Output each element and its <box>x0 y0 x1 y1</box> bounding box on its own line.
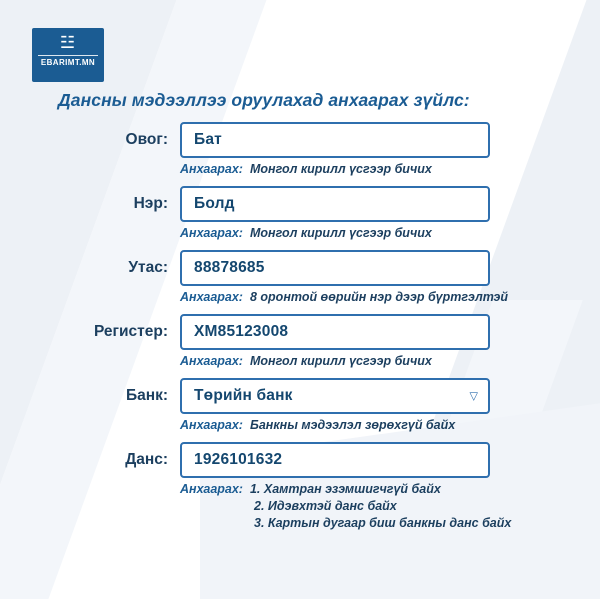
logo-wordmark: EBARIMT.MN <box>38 55 98 67</box>
register-value: ХМ85123008 <box>194 323 289 340</box>
bank-select[interactable] <box>180 378 490 414</box>
hint-key: Анхаарах: <box>180 482 243 496</box>
hint-value: 1. Хамтран эзэмшигчгүй байх <box>249 482 441 496</box>
form-card <box>12 12 588 587</box>
firstname-label: Нэр: <box>133 195 168 212</box>
hint-value: Банкны мэдээлэл зөрөхгүй байх <box>249 418 456 432</box>
row-bank <box>12 378 588 414</box>
register-label: Регистер: <box>93 323 168 340</box>
phone-hint <box>12 290 588 304</box>
firstname-input[interactable] <box>180 186 490 222</box>
row-firstname <box>12 186 588 222</box>
lastname-value: Бат <box>194 131 222 148</box>
hint-value: Монгол кирилл үсгээр бичих <box>249 354 432 368</box>
hint-key: Анхаарах: <box>180 354 243 368</box>
logo-emblem-icon: ☳ <box>59 33 77 52</box>
lastname-hint <box>12 162 588 176</box>
lastname-label: Овог: <box>125 131 168 148</box>
register-input[interactable] <box>180 314 490 350</box>
account-label: Данс: <box>125 451 168 468</box>
account-hint-line-1 <box>180 482 588 496</box>
hint-key: Анхаарах: <box>180 226 243 240</box>
bank-value: Төрийн банк <box>194 387 293 404</box>
hint-value: Монгол кирилл үсгээр бичих <box>249 226 432 240</box>
lastname-input[interactable] <box>180 122 490 158</box>
hint-value: Монгол кирилл үсгээр бичих <box>249 162 432 176</box>
account-info-form <box>12 122 588 536</box>
bank-hint <box>12 418 588 432</box>
page-title: Дансны мэдээллээ оруулахад анхаарах зүйлс: <box>58 90 470 110</box>
account-hint-list <box>12 482 588 530</box>
row-phone <box>12 250 588 286</box>
phone-input[interactable] <box>180 250 490 286</box>
bank-label: Банк: <box>125 387 168 404</box>
hint-key: Анхаарах: <box>180 418 243 432</box>
phone-label: Утас: <box>128 259 168 276</box>
row-register <box>12 314 588 350</box>
hint-key: Анхаарах: <box>180 162 243 176</box>
ebarimt-logo <box>32 28 104 82</box>
register-hint <box>12 354 588 368</box>
account-hint-line-3: 3. Картын дугаар биш банкны данс байх <box>254 516 512 530</box>
hint-key: Анхаарах: <box>180 290 243 304</box>
chevron-down-icon[interactable]: ▽ <box>469 390 478 403</box>
account-hint-line-2: 2. Идэвхтэй данс байх <box>254 499 397 513</box>
account-input[interactable] <box>180 442 490 478</box>
phone-value: 88878685 <box>194 259 265 276</box>
hint-value: 8 оронтой өөрийн нэр дээр бүртгэлтэй <box>249 290 509 304</box>
row-account <box>12 442 588 478</box>
row-lastname <box>12 122 588 158</box>
firstname-hint <box>12 226 588 240</box>
account-value: 1926101632 <box>194 451 283 468</box>
firstname-value: Болд <box>194 195 235 212</box>
